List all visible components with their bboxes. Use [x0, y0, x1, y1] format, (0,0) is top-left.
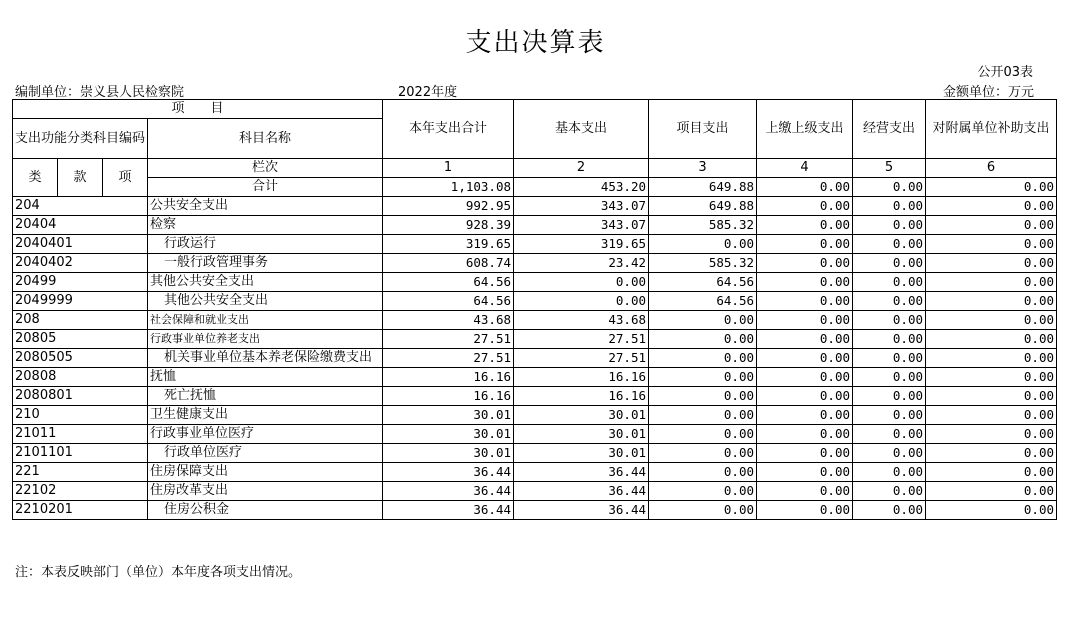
- row-name: 社会保障和就业支出: [148, 311, 383, 330]
- total-value: 649.88: [649, 178, 757, 197]
- row-value: 585.32: [649, 216, 757, 235]
- row-value: 0.00: [649, 387, 757, 406]
- row-value: 36.44: [514, 501, 649, 520]
- row-value: 36.44: [514, 463, 649, 482]
- table-row: [13, 406, 1057, 425]
- row-code: 2210201: [13, 501, 148, 520]
- col-num: 1: [383, 159, 514, 178]
- header-func-code: 支出功能分类科目编码: [13, 119, 148, 159]
- row-value: 0.00: [926, 273, 1057, 292]
- row-code: 21011: [13, 425, 148, 444]
- row-value: 0.00: [757, 349, 853, 368]
- row-value: 36.44: [383, 463, 514, 482]
- row-value: 0.00: [853, 235, 926, 254]
- row-value: 0.00: [853, 216, 926, 235]
- page-title: 支出决算表: [465, 28, 606, 58]
- row-value: 0.00: [853, 368, 926, 387]
- row-value: 0.00: [514, 273, 649, 292]
- row-value: 928.39: [383, 216, 514, 235]
- row-value: 0.00: [649, 444, 757, 463]
- header-basic: 基本支出: [514, 100, 649, 159]
- row-value: 30.01: [514, 425, 649, 444]
- row-value: 30.01: [514, 444, 649, 463]
- row-value: 36.44: [383, 501, 514, 520]
- row-value: 0.00: [926, 425, 1057, 444]
- row-value: 0.00: [649, 330, 757, 349]
- row-value: 0.00: [757, 197, 853, 216]
- row-code: 20404: [13, 216, 148, 235]
- row-value: 16.16: [383, 387, 514, 406]
- row-value: 0.00: [853, 349, 926, 368]
- header-subject-name: 科目名称: [148, 119, 383, 159]
- row-value: 0.00: [853, 501, 926, 520]
- row-value: 27.51: [383, 349, 514, 368]
- row-value: 30.01: [383, 425, 514, 444]
- row-code: 210: [13, 406, 148, 425]
- total-row: [13, 178, 1057, 197]
- total-label: 合计: [148, 178, 383, 197]
- row-name: 行政单位医疗: [148, 444, 383, 463]
- row-name: 行政事业单位医疗: [148, 425, 383, 444]
- row-value: 0.00: [649, 311, 757, 330]
- row-name: 公共安全支出: [148, 197, 383, 216]
- row-value: 0.00: [853, 387, 926, 406]
- row-value: 0.00: [757, 406, 853, 425]
- row-value: 0.00: [514, 292, 649, 311]
- table-row: [13, 444, 1057, 463]
- row-value: 0.00: [853, 311, 926, 330]
- col-num: 6: [926, 159, 1057, 178]
- row-value: 16.16: [514, 368, 649, 387]
- form-number: 公开03表: [977, 65, 1033, 80]
- total-value: 1,103.08: [383, 178, 514, 197]
- row-value: 0.00: [757, 254, 853, 273]
- row-value: 16.16: [514, 387, 649, 406]
- row-name: 卫生健康支出: [148, 406, 383, 425]
- row-value: 36.44: [514, 482, 649, 501]
- fiscal-year: 2022年度: [398, 85, 458, 100]
- row-value: 30.01: [383, 406, 514, 425]
- row-code: 2080801: [13, 387, 148, 406]
- row-value: 0.00: [926, 292, 1057, 311]
- table-row: [13, 216, 1057, 235]
- row-value: 992.95: [383, 197, 514, 216]
- row-value: 0.00: [926, 197, 1057, 216]
- row-value: 0.00: [757, 444, 853, 463]
- header-total: 本年支出合计: [383, 100, 514, 159]
- header-upper: 上缴上级支出: [757, 100, 853, 159]
- row-code: 221: [13, 463, 148, 482]
- row-name: 死亡抚恤: [148, 387, 383, 406]
- row-code: 2040402: [13, 254, 148, 273]
- row-code: 20805: [13, 330, 148, 349]
- row-value: 64.56: [383, 292, 514, 311]
- row-value: 649.88: [649, 197, 757, 216]
- table-row: [13, 425, 1057, 444]
- row-value: 0.00: [853, 330, 926, 349]
- row-value: 0.00: [853, 292, 926, 311]
- row-value: 343.07: [514, 216, 649, 235]
- row-name: 抚恤: [148, 368, 383, 387]
- table-row: [13, 482, 1057, 501]
- row-value: 608.74: [383, 254, 514, 273]
- row-name: 其他公共安全支出: [148, 273, 383, 292]
- row-value: 36.44: [383, 482, 514, 501]
- row-value: 64.56: [649, 292, 757, 311]
- row-value: 585.32: [649, 254, 757, 273]
- row-value: 43.68: [514, 311, 649, 330]
- total-value: 0.00: [757, 178, 853, 197]
- row-value: 27.51: [514, 349, 649, 368]
- row-name: 检察: [148, 216, 383, 235]
- row-value: 0.00: [649, 501, 757, 520]
- row-value: 0.00: [649, 349, 757, 368]
- row-value: 64.56: [649, 273, 757, 292]
- row-value: 0.00: [757, 387, 853, 406]
- row-value: 0.00: [853, 482, 926, 501]
- row-value: 0.00: [757, 368, 853, 387]
- table-row: [13, 292, 1057, 311]
- header-column-no: 栏次: [148, 159, 383, 178]
- row-value: 0.00: [926, 406, 1057, 425]
- total-value: 453.20: [514, 178, 649, 197]
- row-value: 319.65: [383, 235, 514, 254]
- row-value: 0.00: [926, 330, 1057, 349]
- row-value: 0.00: [926, 311, 1057, 330]
- row-value: 0.00: [853, 197, 926, 216]
- row-value: 343.07: [514, 197, 649, 216]
- money-unit: 金额单位：万元: [942, 85, 1034, 100]
- table-row: [13, 254, 1057, 273]
- table-row: [13, 463, 1057, 482]
- header-xiang: 项: [103, 159, 148, 197]
- row-value: 0.00: [757, 330, 853, 349]
- row-value: 0.00: [926, 387, 1057, 406]
- row-value: 0.00: [853, 463, 926, 482]
- row-value: 30.01: [514, 406, 649, 425]
- row-value: 0.00: [757, 482, 853, 501]
- table-row: [13, 197, 1057, 216]
- row-value: 0.00: [649, 425, 757, 444]
- col-num: 3: [649, 159, 757, 178]
- row-value: 0.00: [757, 216, 853, 235]
- row-value: 0.00: [926, 254, 1057, 273]
- row-value: 0.00: [649, 406, 757, 425]
- table-row: [13, 235, 1057, 254]
- table-row: [13, 349, 1057, 368]
- row-value: 0.00: [926, 482, 1057, 501]
- row-value: 0.00: [757, 235, 853, 254]
- compiling-unit: 编制单位：崇义县人民检察院: [15, 85, 185, 100]
- table-row: [13, 501, 1057, 520]
- row-name: 其他公共安全支出: [148, 292, 383, 311]
- row-value: 0.00: [757, 425, 853, 444]
- row-name: 住房改革支出: [148, 482, 383, 501]
- row-value: 0.00: [926, 349, 1057, 368]
- total-value: 0.00: [926, 178, 1057, 197]
- header-project: 项目支出: [649, 100, 757, 159]
- row-value: 0.00: [649, 482, 757, 501]
- row-value: 0.00: [757, 501, 853, 520]
- row-name: 住房公积金: [148, 501, 383, 520]
- header-item: 项 目: [13, 100, 383, 119]
- table-row: [13, 387, 1057, 406]
- row-value: 64.56: [383, 273, 514, 292]
- row-value: 319.65: [514, 235, 649, 254]
- row-code: 2049999: [13, 292, 148, 311]
- row-name: 行政事业单位养老支出: [148, 330, 383, 349]
- footnote: 注：本表反映部门（单位）本年度各项支出情况。: [15, 565, 302, 580]
- col-num: 2: [514, 159, 649, 178]
- row-name: 住房保障支出: [148, 463, 383, 482]
- header-kuan: 款: [58, 159, 103, 197]
- row-value: 0.00: [649, 368, 757, 387]
- row-code: 22102: [13, 482, 148, 501]
- header-business: 经营支出: [853, 100, 926, 159]
- row-name: 一般行政管理事务: [148, 254, 383, 273]
- row-value: 0.00: [853, 273, 926, 292]
- header-subsidy: 对附属单位补助支出: [926, 100, 1057, 159]
- table-row: [13, 330, 1057, 349]
- row-code: 20499: [13, 273, 148, 292]
- header-lei: 类: [13, 159, 58, 197]
- row-value: 0.00: [926, 235, 1057, 254]
- table-row: [13, 368, 1057, 387]
- row-code: 2101101: [13, 444, 148, 463]
- col-num: 4: [757, 159, 853, 178]
- row-value: 0.00: [926, 501, 1057, 520]
- row-value: 0.00: [853, 425, 926, 444]
- row-code: 208: [13, 311, 148, 330]
- row-value: 0.00: [853, 406, 926, 425]
- row-code: 204: [13, 197, 148, 216]
- table-row: [13, 273, 1057, 292]
- row-value: 0.00: [757, 273, 853, 292]
- row-name: 机关事业单位基本养老保险缴费支出: [148, 349, 383, 368]
- row-value: 27.51: [514, 330, 649, 349]
- row-value: 0.00: [926, 463, 1057, 482]
- row-value: 0.00: [926, 444, 1057, 463]
- col-num: 5: [853, 159, 926, 178]
- table-row: [13, 311, 1057, 330]
- row-code: 2040401: [13, 235, 148, 254]
- row-value: 0.00: [757, 463, 853, 482]
- row-value: 30.01: [383, 444, 514, 463]
- row-value: 27.51: [383, 330, 514, 349]
- row-value: 0.00: [853, 444, 926, 463]
- row-value: 0.00: [926, 216, 1057, 235]
- row-value: 0.00: [926, 368, 1057, 387]
- row-value: 0.00: [649, 235, 757, 254]
- row-value: 0.00: [853, 254, 926, 273]
- row-value: 16.16: [383, 368, 514, 387]
- row-code: 20808: [13, 368, 148, 387]
- row-value: 0.00: [757, 311, 853, 330]
- expenditure-table: [12, 99, 1057, 520]
- row-value: 0.00: [649, 463, 757, 482]
- row-value: 43.68: [383, 311, 514, 330]
- row-name: 行政运行: [148, 235, 383, 254]
- row-value: 23.42: [514, 254, 649, 273]
- row-code: 2080505: [13, 349, 148, 368]
- row-value: 0.00: [757, 292, 853, 311]
- total-value: 0.00: [853, 178, 926, 197]
